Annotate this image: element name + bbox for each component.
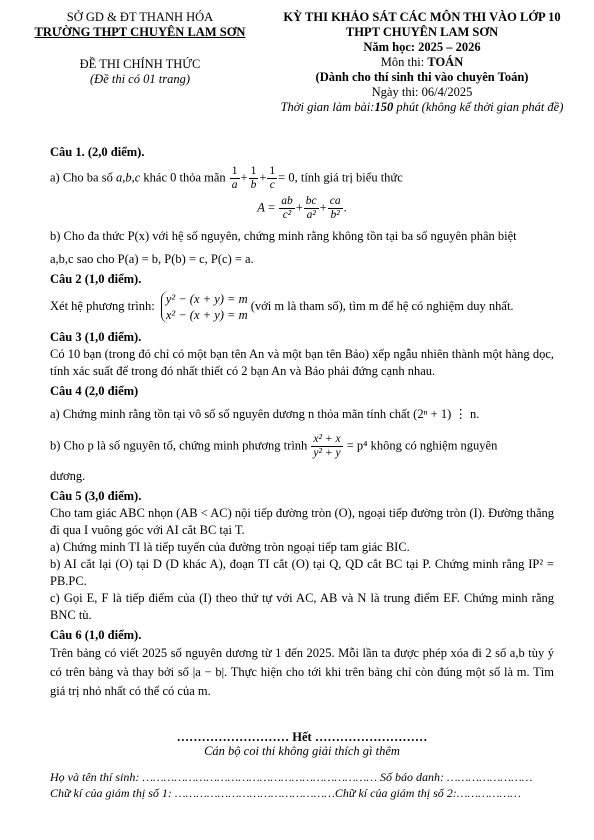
question-4a: a) Chứng minh rằng tồn tại vô số số nguyên dương n thỏa mãn tính chất (2ⁿ + 1) ⋮ n. bbox=[50, 407, 480, 421]
target-note: (Dành cho thí sinh thi vào chuyên Toán) bbox=[315, 70, 529, 84]
school-year: Năm học: 2025 – 2026 bbox=[363, 40, 481, 54]
question-6-title: Câu 6 (1,0 điểm). bbox=[50, 628, 142, 642]
header-left bbox=[20, 10, 260, 87]
question-4-title: Câu 4 (2,0 điểm) bbox=[50, 384, 139, 398]
question-1a: a) Cho ba số a,b,c khác 0 thỏa mãn $\frac{1}{a}$ + $\frac{1}{b}$ + $\frac{1}{c}$ = 0, tính giá trị biểu thức bbox=[50, 165, 403, 191]
equation-system: y² − (x + y) = m x² − (x + y) = m bbox=[161, 291, 248, 323]
question-3-title: Câu 3 (1,0 điểm). bbox=[50, 330, 142, 344]
time-limit: Thời gian làm bài:150 phút (không kể thời gian phát đề) bbox=[280, 100, 564, 114]
exam-body bbox=[50, 141, 554, 701]
question-3-body: Có 10 bạn (trong đó chỉ có một bạn tên An và một bạn tên Bảo) xếp ngẫu nhiên thành một hàng dọc, tính xác suất để trong đó nhất thiết có 2 bạn An và Bảo phải đứng cạnh nhau. bbox=[50, 347, 554, 378]
subject-line: Môn thi: TOÁN bbox=[380, 55, 464, 69]
official-exam-label: ĐỀ THI CHÍNH THỨC bbox=[79, 57, 201, 71]
header-right bbox=[262, 10, 582, 115]
question-6-body: Trên bảng có viết 2025 số nguyên dương từ 1 đến 2025. Mỗi lần ta được phép xóa đi 2 số a,b tùy ý có trên bảng và thay bởi số |a − b|. Thực hiện cho tới khi trên bảng chỉ còn đúng một số là m. Tìm giá trị nhỏ nhất có thể có của m. bbox=[50, 646, 554, 698]
end-marker: ……………………… Hết ……………………… bbox=[176, 730, 428, 744]
question-1b-line1: b) Cho đa thức P(x) với hệ số nguyên, chứng minh rằng không tồn tại ba số nguyên phân biệt bbox=[50, 229, 517, 243]
school-name: TRƯỜNG THPT CHUYÊN LAM SƠN bbox=[34, 25, 246, 39]
question-2-body: Xét hệ phương trình: y² − (x + y) = m x² − (x + y) = m (với m là tham số), tìm m để hệ có nghiệm duy nhất. bbox=[50, 292, 514, 322]
exam-school: THPT CHUYÊN LAM SƠN bbox=[345, 25, 499, 39]
question-2-title: Câu 2 (1,0 điểm). bbox=[50, 272, 142, 286]
signature-line: Chữ kí của giám thị số 1: ………………………………………Chữ kí của giám thị số 2:……………… bbox=[50, 786, 521, 800]
question-5-intro: Cho tam giác ABC nhọn (AB < AC) nội tiếp đường tròn (O), ngoại tiếp đường tròn (I). Đường thẳng đi qua I vuông góc với AI cắt BC tại T. bbox=[50, 506, 554, 537]
proctor-note: Cán bộ coi thi không giải thích gì thêm bbox=[204, 744, 400, 758]
candidate-info-line: Họ và tên thí sinh: ………………………………………………………… Số báo danh: …………………… bbox=[50, 770, 533, 784]
question-5a: a) Chứng minh TI là tiếp tuyến của đường tròn ngoại tiếp tam giác BIC. bbox=[50, 540, 410, 554]
subject-name: TOÁN bbox=[427, 55, 464, 69]
department-name: SỞ GD & ĐT THANH HÓA bbox=[66, 10, 214, 24]
page-count-note: (Đề thi có 01 trang) bbox=[90, 72, 190, 86]
question-5b: b) AI cắt lại (O) tại D (D khác A), đoạn TI cắt (O) tại Q, QD cắt BC tại P. Chứng minh rằng IP² = PB.PC. bbox=[50, 557, 554, 588]
question-4b: b) Cho p là số nguyên tố, chứng minh phương trình $\frac{\text{x² + x}}{\text{y² + y}}$ = p⁴ không có nghiệm nguyên bbox=[50, 433, 498, 459]
question-5-title: Câu 5 (3,0 điểm). bbox=[50, 489, 142, 503]
exam-date: Ngày thi: 06/4/2025 bbox=[371, 85, 473, 99]
question-4b-end: dương. bbox=[50, 469, 86, 483]
question-5c: c) Gọi E, F là tiếp điểm của (I) theo thứ tự với AC, AB và N là trung điểm EF. Chứng minh rằng BNC tù. bbox=[50, 591, 554, 622]
question-1-title: Câu 1. (2,0 điểm). bbox=[50, 145, 145, 159]
exam-title: KỲ THI KHẢO SÁT CÁC MÔN THI VÀO LỚP 10 bbox=[283, 10, 561, 24]
question-1a-expression: A = $\frac{ab}{\text{c²}}$ + $\frac{bc}{\text{a²}}$ + $\frac{ca}{\text{b²}}$ . bbox=[257, 195, 347, 221]
question-1b-line2: a,b,c sao cho P(a) = b, P(b) = c, P(c) = a. bbox=[50, 252, 254, 266]
